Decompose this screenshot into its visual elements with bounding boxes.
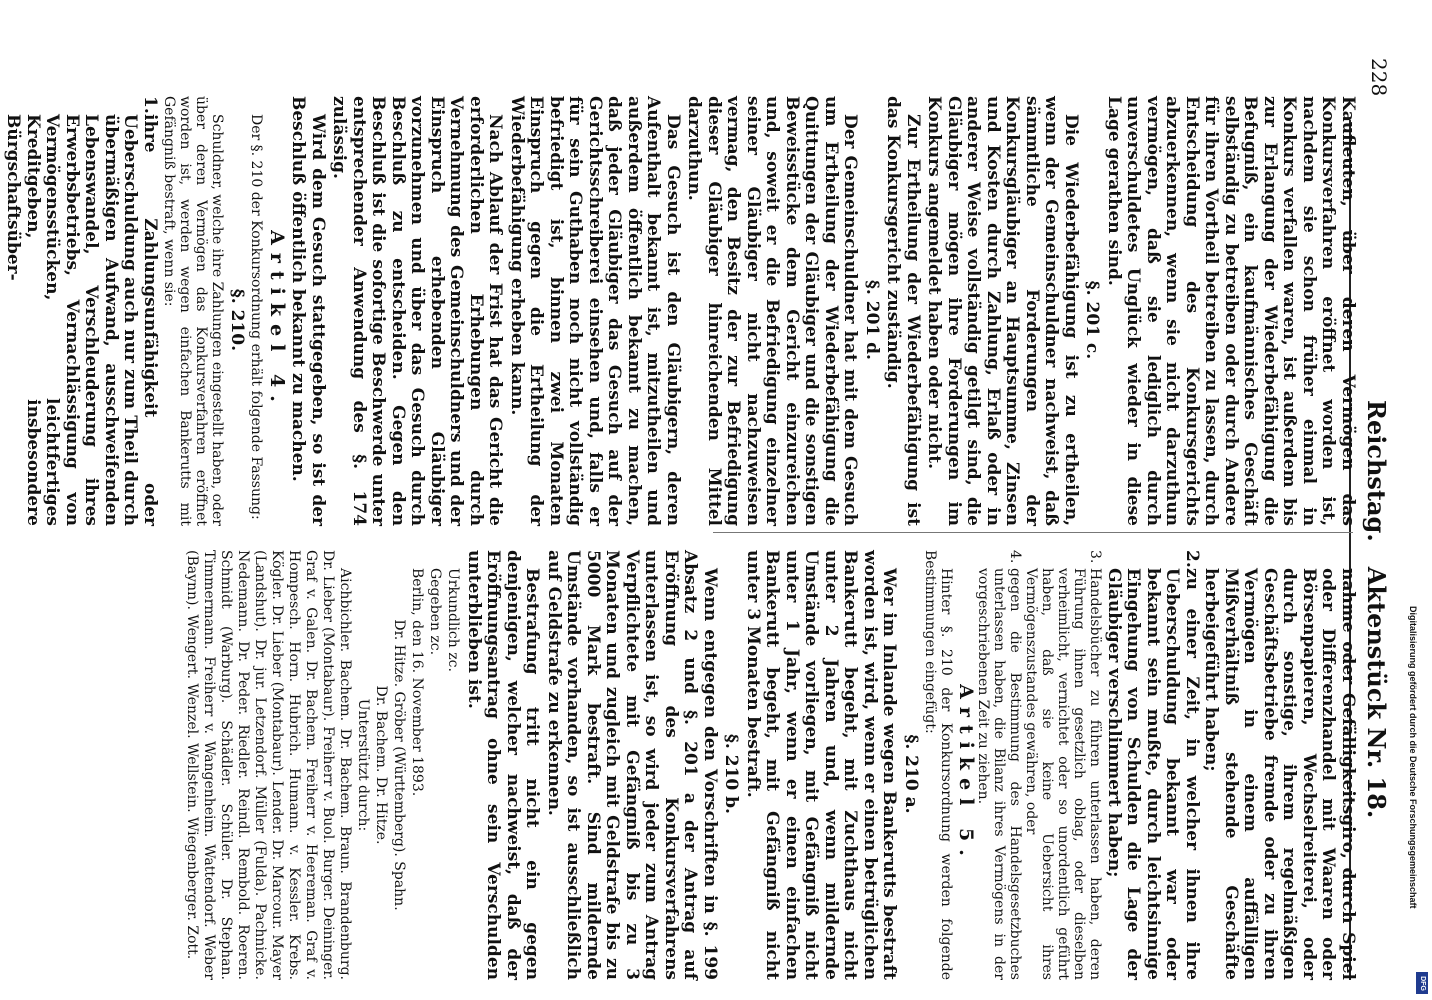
paragraph: Wird dem Gesuch stattgegeben, so ist der Beschluß öffentlich bekannt zu machen. xyxy=(288,96,328,526)
rotated-page-scan xyxy=(3,0,1417,1000)
list-item xyxy=(1104,550,1202,980)
list-item xyxy=(1024,550,1104,980)
paragraph: Kaufleuten, über deren Vermögen das Konkursverfahren eröffnet worden ist, nachdem sie schon früher einmal in Konkurs verfallen waren, ist außerdem bis zur Erlangung der Wiederbefähigung die Befugniß, ein kaufmännisches Geschäft selbständig zu betreiben oder durch Andere für ihren Vortheil betreiben zu lassen, durch Entscheidung des Konkursgerichts abzuerkennen, wenn sie nicht darzuthun vermögen, daß sie lediglich durch unverschuldetes Unglück wieder in diese Lage gerathen sind. xyxy=(1104,96,1358,526)
left-column xyxy=(3,96,1358,526)
list-item-text: ihre Zahlungsunfähigkeit oder Ueberschuldung auch nur zum Theil durch übermäßigen Aufwand, ausschweifenden Lebenswandel, Verschleuderung ihres Erwerbsbetriebs, Vernachlässigung von Vermögensstücken, leichtfertiges Kreditgeben, insbesondere Bürgschaftsüber- xyxy=(3,114,160,526)
running-head xyxy=(1355,0,1391,1000)
paragraph: Bestrafung tritt nicht ein gegen denjenigen, welcher nachweist, daß der Eröffnungsantrag ohne sein Verschulden unterblieben ist. xyxy=(464,550,543,980)
paragraph: Der §. 210 der Konkursordnung erhält folgende Fassung: xyxy=(248,114,265,520)
article-heading-4: Artikel 4. xyxy=(266,230,288,410)
signature-line: Dr. Bachem. Dr. Hitze. xyxy=(373,685,390,845)
digitization-credit: Digitalisierung gefördert durch die Deutsche Forschungsgemeinschaft xyxy=(1408,606,1418,909)
list-item-text: Handelsbücher zu führen unterlassen haben, deren Führung ihnen gesetzlich oblag, oder dieselben verheimlicht, vernichtet oder so unordentlich geführt haben, daß sie keine Uebersicht ihres Vermögenszustandes gewähren, oder xyxy=(1023,568,1104,980)
list-number: 3. xyxy=(1087,550,1104,564)
signers-list: Aichbichler. Bachem. Dr. Bachem. Braun. Brandenburg. Dr. Lieber (Montabaur). Freiherr v. Buol. Burger. Deininger. Graf v. Galen. Dr. Bachem. Freiherr v. Heereman. Graf v. Hompesch. Horn. Hubrich. Humann. v. Kessler. Krebs. Kögler. Dr. Lieber (Montabaur). Lender. Dr. Marcour. Mayer (Landshut). Dr. jur. Letzendorf. Müller (Fulda). Pachnicke. Nedemann. Dr. Peder. Riedler. Reindl. Rembold. Roeren. Schmidt (Warburg). Schädler. Schüler. Dr. Stephan. Timmermann. Freiherr v. Wangenheim. Wattendorf. Weber (Baynn). Wengert. Wenzel. Wellstein. Wiegenberger. Zott. xyxy=(184,550,354,980)
article-heading-5: Artikel 5. xyxy=(955,684,978,864)
section-heading-201c: §. 201 c. xyxy=(1082,280,1103,360)
list-number: 1. xyxy=(140,96,160,114)
section-heading-210b: §. 210 b. xyxy=(721,734,742,814)
dfg-logo-icon xyxy=(1416,972,1428,994)
paragraph: Der Gemeinschuldner hat mit dem Gesuch um Ertheilung der Wiederbefähigung die Quittungen der Gläubiger und die sonstigen Beweisstücke dem Gericht einzureichen und, soweit er die Befriedigung einzelner seiner Gläubiger nicht nachzuweisen vermag, den Besitz der zur Befriedigung dieser Gläubiger hinreichenden Mittel darzuthun. xyxy=(684,96,861,526)
column-divider xyxy=(713,532,1353,533)
section-heading-201d: §. 201 d. xyxy=(862,280,882,360)
list-item-text: nahme oder Gefälligkeitsgiro, durch Spiel oder Differenzhandel mit Waaren oder Börsenpapieren, Wechselreiterei, oder durch sonstige, ihrem regelmäßigen Geschäftsbetriebe fremde oder zu ihren Vermögen in einem auffälligen Mißverhältniß stehende Geschäfte herbeigeführt haben; xyxy=(1201,568,1358,980)
formula-line: Urkundlich zc. xyxy=(445,568,462,672)
right-column xyxy=(37,550,1357,980)
signature-line: Dr. Hitze. Gröber (Württemberg). Spahn. xyxy=(391,619,408,911)
dfg-logo-text: DFG xyxy=(1418,975,1426,991)
paragraph: Wenn entgegen den Vorschriften in §. 199 Absatz 2 und §. 201 a der Antrag auf Eröffnung des Konkursverfahrens unterlassen ist, so wird jeder zum Antrag Verpflichtete mit Gefängniß bis zu 3 Monaten und zugleich mit Geldstrafe bis zu 5000 Mark bestraft. Sind mildernde Umstände vorhanden, so ist ausschließlich auf Geldstrafe zu erkennen. xyxy=(544,550,720,980)
paragraph: Schuldner, welche ihre Zahlungen eingestellt haben, oder über deren Vermögen das Konkursverfahren eröffnet worden ist, werden wegen einfachen Bankerutts mit Gefängniß bestraft, wenn sie: xyxy=(161,96,225,526)
list-number: 2. xyxy=(1182,550,1202,568)
section-heading-210: §. 210. xyxy=(227,288,248,352)
list-item xyxy=(1201,550,1357,980)
paragraph: Wer im Inlande wegen Bankerutts bestraft worden ist, wird, wenn er einen betrüglichen Bankerutt begeht, mit Zuchthaus nicht unter 2 Jahren und, wenn mildernde Umstände vorliegen, mit Gefängniß nicht unter 1 Jahr, wenn er einen einfachen Bankerutt begeht, mit Gefängniß nicht unter 3 Monaten bestraft. xyxy=(743,550,900,980)
list-number: 4. xyxy=(1007,550,1024,564)
header-title: Reichstag. Aktenstück Nr. 18. xyxy=(1362,400,1391,819)
list-item-text: gegen die Bestimmung des Handelsgesetzbuches unterlassen haben, die Bilanz ihres Vermögens in der vorgeschriebenen Zeit zu ziehen. xyxy=(975,568,1024,980)
section-heading-210a: §. 210 a. xyxy=(901,734,921,814)
list-item xyxy=(3,96,159,526)
paragraph: Die Wiederbefähigung ist zu ertheilen, wenn der Gemeinschuldner nachweist, daß sämmtliche Forderungen der Konkursgläubiger an Hauptsumme, Zinsen und Kosten durch Zahlung, Erlaß oder in anderer Weise vollständig getilgt sind, die Gläubiger mögen ihre Forderungen im Konkurs angemeldet haben oder nicht. xyxy=(924,96,1081,526)
paragraph: Das Gesuch ist den Gläubigern, deren Aufenthalt bekannt ist, mitzutheilen und außerdem öffentlich bekannt zu machen, daß jeder Gläubiger das Gesuch auf der Gerichtsschreiberei einsehen und, falls er für sein Guthaben noch nicht vollständig befriedigt ist, binnen zwei Monaten Einspruch gegen die Ertheilung der Wiederbefähigung erheben kann. xyxy=(507,96,683,526)
paragraph: Zur Ertheilung der Wiederbefähigung ist das Konkursgericht zuständig. xyxy=(883,96,923,526)
page-number: 228 xyxy=(1367,58,1391,97)
list-item-text: zu einer Zeit, in welcher ihnen ihre Ueberschuldung bekannt war oder bekannt sein mußte, durch leichtsinnige Eingehung von Schulden die Lage der Gläubiger verschlimmert haben; xyxy=(1104,568,1202,980)
numbered-list xyxy=(3,96,159,526)
paragraph: Nach Ablauf der Frist hat das Gericht die erforderlichen Erhebungen durch Vernehmung des Gemeinschuldners und der Einspruch erhebenden Gläubiger vorzunehmen und über das Gesuch durch Beschluß zu entscheiden. Gegen den Beschluß ist die sofortige Beschwerde unter entsprechender Anwendung des §. 174 zulässig. xyxy=(329,96,506,526)
supported-by-label: Unterstützt durch: xyxy=(355,698,372,832)
formula-line: Gegeben zc. xyxy=(427,568,444,656)
paragraph: Hinter §. 210 der Konkursordnung werden folgende Bestimmungen eingefügt: xyxy=(922,550,954,980)
date-line: Berlin, den 16. November 1893. xyxy=(409,568,426,797)
numbered-list xyxy=(976,550,1358,980)
list-item xyxy=(976,550,1024,980)
